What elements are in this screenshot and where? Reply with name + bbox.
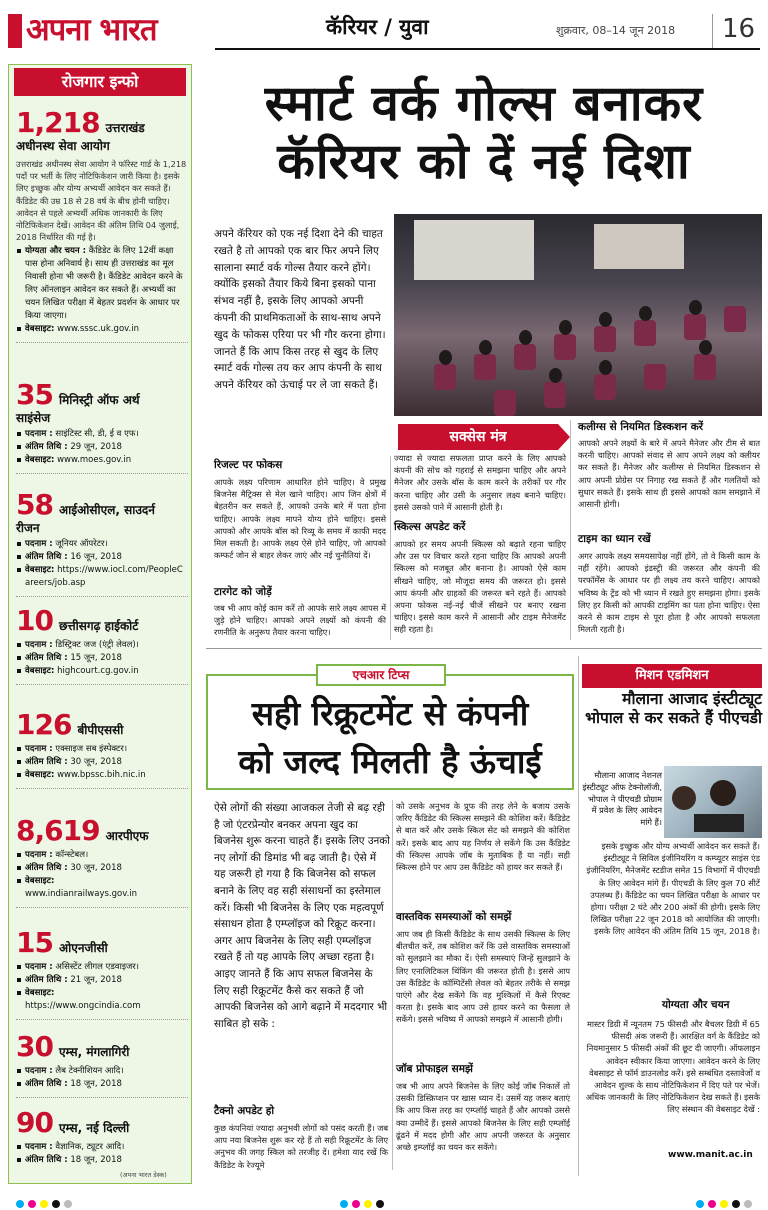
job-org: उत्तराखंड: [105, 121, 145, 135]
seminar-photo: [394, 214, 762, 416]
subhead-real-problems: वास्तविक समस्याओं को समझें: [396, 911, 512, 923]
job-post: पदनाम : वैज्ञानिक, ट्यूटर आदि।: [16, 1141, 188, 1154]
job-deadline: अंतिम तिथि : 18 जून, 2018: [16, 1078, 188, 1091]
job-entry: [16, 488, 188, 597]
text-result: आपके लक्ष्य परिणाम आधारित होने चाहिए। वे प्रमुख बिजनेस मैट्रिक्स से मेल खाने चाहिए। आप जिन क्षेत्रों में बेहतरीन कर सकते हैं, आपको उनके बारे में पता होना चाहिए। आपके लक्ष्य मापने योग्य होने चाहिए। इससे आपको और आपके बॉस को रिव्यू के समय में काफी मदद मिल सकती है। आपके लक्ष्य ऐसे होने चाहिए, जो आपको कम्फर्ट जोन से बाहर लेकर जाएं और नई चुनौतियां दें।: [214, 477, 386, 561]
issue-date: शुक्रवार, 08–14 जून 2018: [556, 24, 676, 37]
job-deadline: अंतिम तिथि : 30 जून, 2018: [16, 756, 188, 769]
main-intro: अपने कॅरियर को एक नई दिशा देने की चाहत रखते है तो आपको एक बार फिर अपने लिए सालाना स्मार्ट वर्क गोल्स तैयार करने होंगे। क्योंकि इसको तैयार किये बिना इसको पाना संभव नहीं है, इसके लिए आपको अपनी कंपनी की प्राथमिकताओं के साथ-साथ अपने खुद के फोकस एरिया पर भी गौर करना होगा। जानते हैं कि आप किस तरह से खुद के लिए स्मार्ट वर्क गोल्स तय कर आप कंपनी के साथ अपने कॅरियर को ऊंचाई पर ले जा सकते हैं।: [214, 228, 386, 392]
job-org: छत्तीसगढ़ हाईकोर्ट: [58, 619, 139, 633]
job-org: एम्स, मंगलागिरी: [58, 1045, 130, 1059]
vacancy-count: 58: [16, 488, 53, 521]
vacancy-count: 90: [16, 1106, 53, 1139]
vacancy-count: 10: [16, 604, 53, 637]
subhead-techno: टैक्नो अपडेट हो: [214, 1105, 275, 1117]
job-entry: [16, 1030, 188, 1098]
job-detail: योग्यता और चयन : कैंडिडेट के लिए 12वीं कक्षा पास होना अनिवार्य है। साथ ही उत्तराखंड का मूल निवासी होना भी जरूरी है। कैंडिडेट आवेदन करने के लिए ऑनलाइन आवेदन कर सकते हैं। अभ्यर्थी का चयन लिखित परीक्षा में बेहतर प्रदर्शन के आधार पर किया जाएगा।: [16, 245, 188, 323]
job-org: ओएनजीसी: [58, 941, 108, 955]
job-deadline: अंतिम तिथि : 21 जून, 2018: [16, 974, 188, 987]
subhead-skills: स्किल्स अपडेट करें: [394, 521, 466, 533]
header-rule: [215, 48, 760, 50]
subhead-result: रिजल्ट पर फोकस: [214, 459, 283, 471]
admission-headline: मौलाना आजाद इंस्टीट्यूट भोपाल से कर सकते हैं पीएचडी: [585, 690, 762, 727]
text-intro-mid: ज्यादा से ज्यादा सफलता प्राप्त करने के लिए आपको कंपनी की सोच को गहराई से समझना चाहिए और अपने मैनेजर और उसके बॉस के काम करने के तरीकों पर गौर करना चाहिए और उसी के अनुसार लक्ष्य बनाने चाहिए। इससे उसको पाने में आसानी होती है।: [394, 453, 566, 512]
subhead-time: टाइम का ध्यान रखें: [578, 533, 651, 545]
job-entry: [16, 926, 188, 1020]
job-description: उत्तराखंड अधीनस्थ सेवा आयोग ने फॉरेस्ट गार्ड के 1,218 पदों पर भर्ती के लिए नोटिफिकेशन जारी किया है। इसके लिए इच्छुक और योग्य अभ्यर्थी आवेदन कर सकते हैं। कैंडिडेट की उम्र 18 से 28 वर्ष के बीच होनी चाहिए। आवेदन से पहले अभ्यर्थी अधिक जानकारी के लिए नोटिफिकेशन देखें। आवेदन की अंतिम तिथि 04 जुलाई, 2018 निर्धारित की गई है।: [16, 159, 187, 243]
success-mantra-tag: सक्सेस मंत्र: [398, 424, 558, 450]
subhead-job-profile: जॉब प्रोफाइल समझें: [396, 1063, 473, 1075]
header-divider: [712, 14, 713, 48]
text-target: जब भी आप कोई काम करें तो आपके सारे लक्ष्य आपस में जुड़े होने चाहिए। आपको अपने लक्ष्यों को कंपनी की रणनीति के अनुरूप तैयार करना चाहिए।: [214, 603, 386, 638]
job-entry: [16, 1106, 188, 1167]
job-deadline: अंतिम तिथि : 15 जून, 2018: [16, 652, 188, 665]
text-hr-mid: को उसके अनुभव के प्रूफ की तरह लेने के बजाय उसके जरिए कैंडिडेट की स्किल्स समझने की कोशिश करें। कैंडिडेट से बात करें और उसके स्किल सेट को समझने की कोशिश करें। इसके बाद आप यह निर्णय ले सकेंगे कि उस कैंडिडेट की स्किल्स आपके जॉब के मुताबिक हैं या नहीं। सही स्किल्स होने पर आप उस कैंडिडेट को हायर कर सकते हैं।: [396, 801, 570, 873]
hr-tips-tag: एचआर टिप्स: [316, 664, 446, 686]
job-website[interactable]: वेबसाइट: www.moes.gov.in: [16, 454, 188, 467]
job-org: आईओसीएल, साउदर्न: [58, 503, 155, 517]
job-deadline: अंतिम तिथि : 29 जून, 2018: [16, 441, 188, 454]
job-post: पदनाम : लैब टेक्नीशियन आदि।: [16, 1065, 188, 1078]
job-website[interactable]: वेबसाइट: www.sssc.uk.gov.in: [16, 323, 188, 336]
job-entry: [16, 708, 188, 789]
vacancy-count: 15: [16, 926, 53, 959]
admission-caption: मौलाना आजाद नेशनल इंस्टीट्यूट ऑफ टेक्नोलॉजी, भोपाल ने पीएचडी प्रोग्राम में प्रवेश के लिए आवेदन मांगे हैं।: [582, 770, 662, 828]
text-eligibility: मास्टर डिग्री में न्यूनतम 75 फीसदी और बैचलर डिग्री में 65 फीसदी अंक जरूरी हैं। आरक्षित वर्ग के कैंडिडेट को नियमानुसार 5 फीसदी अंकों की छूट दी जाएगी। ऑफलाइन आवेदन स्वीकार किया जाएगा। आवेदन करने के लिए वेबसाइट से फॉर्म डाउनलोड करें। इसे सम्बंधित दस्तावेजों व आवेदन शुल्क के साथ नोटिफिकेशन में दिए पते पर भेजें। अधिक जानकारी के लिए नोटिफिकेशन देख सकते हैं। इसके लिए संस्थान की वेबसाइट देखें :: [585, 1019, 760, 1115]
job-org-line2: रीजन: [16, 521, 40, 535]
job-entry: [16, 378, 188, 474]
job-org: आरपीएफ: [105, 829, 149, 843]
page-number: 16: [722, 14, 756, 44]
desk-signoff: (अपना भारत डेस्क): [120, 1171, 167, 1179]
job-website[interactable]: वेबसाइट: highcourt.cg.gov.in: [16, 665, 188, 678]
job-org-line2: अधीनस्थ सेवा आयोग: [16, 139, 110, 153]
vacancy-count: 1,218: [16, 106, 100, 139]
job-info-title: रोजगार इन्फो: [14, 68, 186, 96]
job-website[interactable]: वेबसाइट: https://www.ongcindia.com: [16, 987, 188, 1013]
job-deadline: अंतिम तिथि : 18 जून, 2018: [16, 1154, 188, 1167]
hr-headline: सही रिक्रूटमेंट से कंपनी को जल्द मिलती है ऊंचाई: [238, 694, 542, 781]
admission-website[interactable]: www.manit.ac.in: [668, 1150, 753, 1160]
text-colleagues: आपको अपने लक्ष्यों के बारे में अपने मैनेजर और टीम से बात करनी चाहिए। आपको संवाद से आप अपने लक्ष्य को क्लीयर कर सकते हैं। मैनेजर और कलीग्स से नियमित डिस्कशन से आप अपनी प्रोग्रेस पर निगाह रख सकते हैं और गलतियों को सुधार सकते हैं। इसके साथ ही इससे आपको काम समझाने में आसानी होगी।: [578, 438, 760, 510]
admission-text: इसके इच्छुक और योग्य अभ्यर्थी आवेदन कर सकते हैं। इंस्टीट्यूट ने सिविल इंजीनियरिंग व कम्प्यूटर साइंस एंड इंजीनियरिंग, मैनेजमेंट स्टडीज समेत 15 विभागों में पीएचडी के लिए आवेदन मांगे हैं। पीएचडी के लिए कुल 70 सीटें उपलब्ध हैं। कैंडिडेट का चयन लिखित परीक्षा के आधार पर होगा। परीक्षा 2 घंटे और 200 अंकों की होगी। इसके लिए लिखित परीक्षा 22 जून 2018 को आयोजित की जाएगी। इसके लिए आवेदन की अंतिम तिथि 15 जून, 2018 है।: [586, 841, 760, 937]
print-registration-marks: [0, 1196, 768, 1210]
job-deadline: अंतिम तिथि : 30 जून, 2018: [16, 862, 188, 875]
job-org: बीपीएससी: [77, 723, 124, 737]
job-entry: [16, 814, 188, 908]
vacancy-count: 35: [16, 378, 53, 411]
job-post: पदनाम : डिस्ट्रिक्ट जज (एंट्री लेवल)।: [16, 639, 188, 652]
hr-intro: ऐसे लोगों की संख्या आजकल तेजी से बढ़ रही है जो एंटरप्रेन्योर बनकर अपना खुद का बिजनेस शुरू करना चाहते हैं। इसके लिए उनको नए लोगों की डिमांड भी बढ़ जाती है। ऐसे में यह जरूरी हो गया है कि बिजनेस को सफल बनाने के लिए वह सही संसाधनों का इस्तेमाल करें। किसी भी बिजनेस के लिए एक महत्वपूर्ण संसाधन होता है एम्प्लॉइज को रिक्रूट करना। अगर आप बिजनेस के लिए सही एम्प्लॉइज रखते हैं तो यह आपके लिए अच्छा रहता है। आइए जानते हैं कि आप सफल बिजनेस के लिए सही रिक्रूटमेंट कैसे कर सकते हैं जो आपकी बिजनेस को आगे बढ़ाने में मददगार भी साबित हो सके :: [214, 802, 390, 1030]
job-entry: [16, 604, 188, 685]
job-website[interactable]: वेबसाइट: www.indianrailways.gov.in: [16, 875, 188, 901]
text-time: अगर आपके लक्ष्य समयसापेक्ष नहीं होंगे, तो वे किसी काम के नहीं रहेंगे। आपको इंडस्ट्री की जरूरत और कंपनी की परफॉर्मेंस के आधार पर ही लक्ष्य तय करने चाहिए। आपको भविष्य के ट्रेंड को भी ध्यान में रखते हुए समझना होगा। इसके लिए हर किसी को आपकी टाइमिंग का पता होना चाहिए। ऐसा करने से काम टाइम से पूरा होता है और आपको सफलता मिलती रहती है।: [578, 551, 760, 635]
text-techno: कुछ कंपनियां ज्यादा अनुभवी लोगों को पसंद करती हैं। जब आप नया बिजनेस शुरू कर रहे हैं तो सही रिक्रूटमेंट के लिए अनुभव की जगह स्किल को तरजीह दें। हमेशा याद रखें कि कैंडिडेट के रेज्यूमे: [214, 1123, 388, 1170]
mission-admission-tag: मिशन एडमिशन: [582, 664, 762, 688]
main-headline: स्मार्ट वर्क गोल्स बनाकर कॅरियर को दें नई दिशा: [264, 74, 704, 190]
job-post: पदनाम : कॉन्स्टेबल।: [16, 849, 188, 862]
job-post: पदनाम : साइंटिस्ट सी, डी, ई व एफ।: [16, 428, 188, 441]
section-title: कॅरियर / युवा: [326, 14, 429, 39]
job-deadline: अंतिम तिथि : 16 जून, 2018: [16, 551, 188, 564]
subhead-eligibility: योग्यता और चयन: [662, 999, 730, 1011]
job-post: पदनाम : असिस्टेंट लीगल एडवाइजर।: [16, 961, 188, 974]
job-post: पदनाम : एक्साइज सब इंस्पेक्टर।: [16, 743, 188, 756]
vacancy-count: 126: [16, 708, 72, 741]
job-org: मिनिस्ट्री ऑफ अर्थ: [58, 393, 140, 407]
job-post: पदनाम : जूनियर ऑपरेटर।: [16, 538, 188, 551]
job-website[interactable]: वेबसाइट: https://www.iocl.com/PeopleCareers/job.asp: [16, 564, 188, 590]
text-skills: आपको हर समय अपनी स्किल्स को बढ़ाते रहना चाहिए और उस पर विचार करते रहना चाहिए कि आपको अपनी स्किल्स को मजबूत और बनाना है। आपको ऐसे काम सीखने चाहिए, जो मौजूदा समय की जरूरत हो। इससे आप कंपनी और ग्राहकों की जरूरत बने रहते हैं। आपको अपना फोकस नई-नई चीजें सीखने पर बनाए रखना चाहिए। इससे काम करने में आसानी और टाइम मैनेजमेंट सही रहता है।: [394, 539, 566, 635]
job-entry: [16, 106, 188, 343]
vacancy-count: 8,619: [16, 814, 100, 847]
students-photo: [664, 766, 762, 838]
subhead-target: टारगेट को जोड़ें: [214, 586, 272, 598]
job-org-line2: साइंसेज: [16, 411, 51, 425]
masthead-logo: अपना भारत: [8, 8, 208, 52]
vacancy-count: 30: [16, 1030, 53, 1063]
subhead-colleagues: कलीग्स से नियमित डिस्कशन करें: [578, 421, 704, 433]
text-real-problems: आप जब ही किसी कैंडिडेट के साथ उसकी स्किल्स के लिए बीतचीत करें, तब कोशिश करें कि उसे वास्तविक समस्याओं को सुलझाने का मौका दें। ऐसी समस्याएं जिन्हें सुलझाने के लिए एनालिटिकल थिंकिंग की जरूरत होती है। इससे आप उस कैंडिडेट के कॉम्पिटेंसी लेवल को बेहतर तरीके से समझ पाएंगे और देख सकेंगे कि वह मुश्किलों में कैसे रिएक्ट करता है। इसके बाद आप उसे हायर करने का फैसला ले सकेंगे। इससे भविष्य में आपको समझने में आसानी होगी।: [396, 929, 570, 1025]
job-website[interactable]: वेबसाइट: www.bpssc.bih.nic.in: [16, 769, 188, 782]
text-job-profile: जब भी आप अपने बिजनेस के लिए कोई जॉब निकालें तो उसकी डिस्क्रिप्शन पर खास ध्यान दें। उसमें यह जरूर बताएं कि आप किस तरह का एम्प्लॉई चाहते हैं और आपको उससे क्या उम्मीदें हैं। इससे आपको बिजनेस के लिए सही एम्प्लॉई ढूंढने में मदद होगी और आप अपनी जरूरत के अनुसार अच्छे इम्प्लॉई का चयन कर सकेंगे।: [396, 1081, 570, 1153]
job-org: एम्स, नई दिल्ली: [58, 1121, 130, 1135]
